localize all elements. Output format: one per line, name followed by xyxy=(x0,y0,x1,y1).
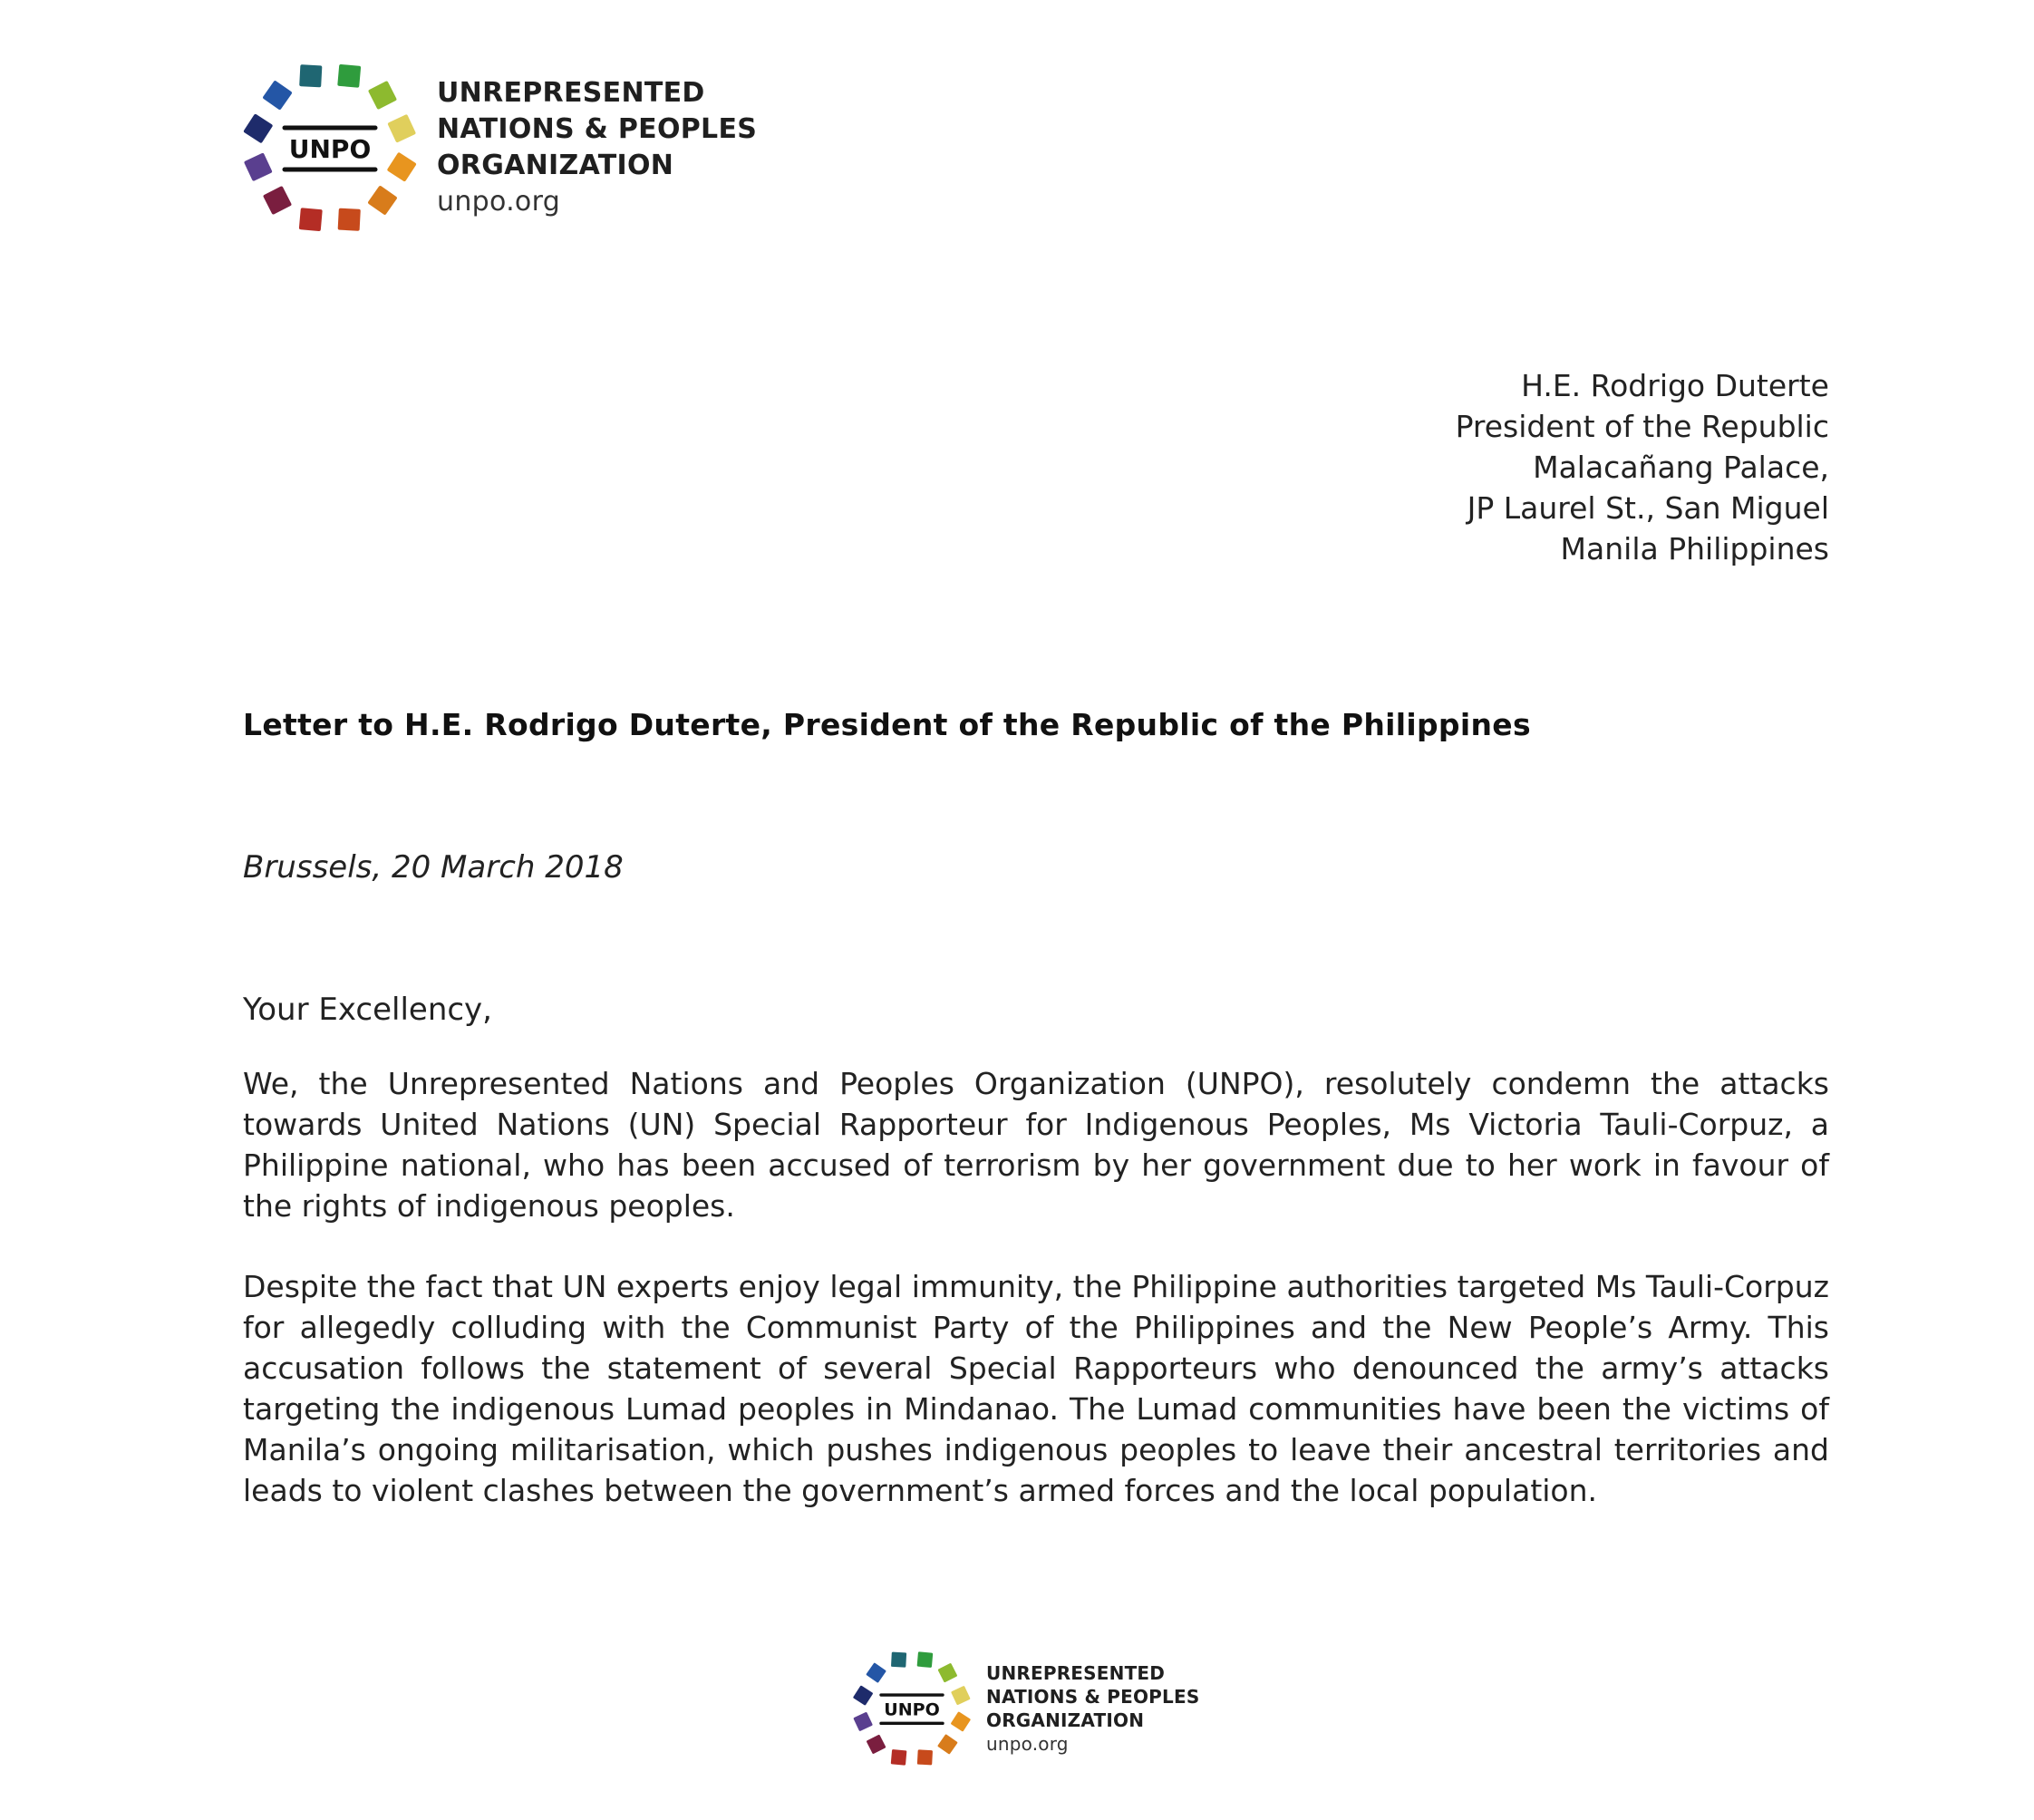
logo-line-1: UNREPRESENTED xyxy=(986,1662,1166,1684)
letter-subject: Letter to H.E. Rodrigo Duterte, President of the Republic of the Philippines xyxy=(243,707,1531,742)
emblem-segment xyxy=(338,208,361,231)
emblem-segment xyxy=(299,64,322,87)
emblem-segment xyxy=(387,152,417,182)
emblem-segment xyxy=(387,114,416,143)
body-paragraph-1: We, the Unrepresented Nations and Peoples Organization (UNPO), resolutely condemn the attacks towards United Nations (UN) Special Rapporteur for Indigenous Peoples, Ms Victoria Tauli-Corpuz, a Philippine national, who has been accused of terrorism by her government due to her work in favour of the rights of indigenous peoples. xyxy=(243,1066,1829,1224)
emblem-segment xyxy=(866,1662,886,1683)
emblem-segment xyxy=(368,81,397,110)
emblem-segment xyxy=(867,1734,886,1754)
recipient-line: JP Laurel St., San Miguel xyxy=(1467,490,1829,526)
emblem-segment xyxy=(917,1749,933,1765)
body-paragraph-2: Despite the fact that UN experts enjoy legal immunity, the Philippine authorities targeted Ms Tauli-Corpuz for allegedly colluding with the Communist Party of the Philippines and the New People’s Army. This accusation follows the statement of several Special Rapporteurs who denounced the army’s attacks targeting the indigenous Lumad peoples in Mindanao. The Lumad communities have been the victims of Manila’s ongoing militarisation, which pushes indigenous peoples to leave their ancestral territories and leads to violent clashes between the government’s armed forces and the local population. xyxy=(243,1269,1829,1508)
recipient-address xyxy=(1456,365,1829,569)
emblem-segment xyxy=(937,1663,957,1683)
recipient-line: President of the Republic xyxy=(1455,409,1829,444)
emblem-monogram: UNPO xyxy=(884,1699,940,1720)
emblem-monogram: UNPO xyxy=(288,134,372,164)
header-logo xyxy=(239,57,757,238)
emblem-segment xyxy=(937,1734,958,1755)
logo-line-1: UNREPRESENTED xyxy=(437,77,705,109)
emblem-segment xyxy=(367,185,397,215)
recipient-line: Manila Philippines xyxy=(1560,531,1829,566)
footer-logo xyxy=(850,1647,1199,1770)
unpo-emblem-icon xyxy=(850,1647,973,1770)
emblem-segment xyxy=(917,1651,934,1668)
emblem-segment xyxy=(243,113,273,143)
emblem-segment xyxy=(891,1749,907,1766)
emblem-segment xyxy=(262,80,292,110)
recipient-line: H.E. Rodrigo Duterte xyxy=(1521,368,1829,403)
emblem-segment xyxy=(951,1711,972,1732)
footer-logo-text xyxy=(986,1661,1199,1756)
emblem-segment xyxy=(853,1712,873,1732)
letter-salutation: Your Excellency, xyxy=(243,992,492,1028)
unpo-emblem-icon xyxy=(239,57,421,238)
emblem-segment xyxy=(263,186,292,215)
emblem-segment xyxy=(891,1652,906,1668)
logo-url: unpo.org xyxy=(437,186,561,218)
logo-url: unpo.org xyxy=(986,1733,1069,1755)
emblem-segment xyxy=(244,152,273,181)
emblem-segment xyxy=(299,208,323,231)
logo-line-2: NATIONS & PEOPLES xyxy=(986,1686,1200,1708)
emblem-segment xyxy=(853,1685,874,1706)
recipient-line: Malacañang Palace, xyxy=(1533,450,1829,485)
letter-date: Brussels, 20 March 2018 xyxy=(243,849,624,886)
emblem-segment xyxy=(337,64,361,88)
logo-line-3: ORGANIZATION xyxy=(986,1709,1145,1731)
emblem-segment xyxy=(951,1686,971,1706)
header-logo-text xyxy=(437,75,757,220)
logo-line-2: NATIONS & PEOPLES xyxy=(437,113,758,145)
logo-line-3: ORGANIZATION xyxy=(437,150,674,181)
